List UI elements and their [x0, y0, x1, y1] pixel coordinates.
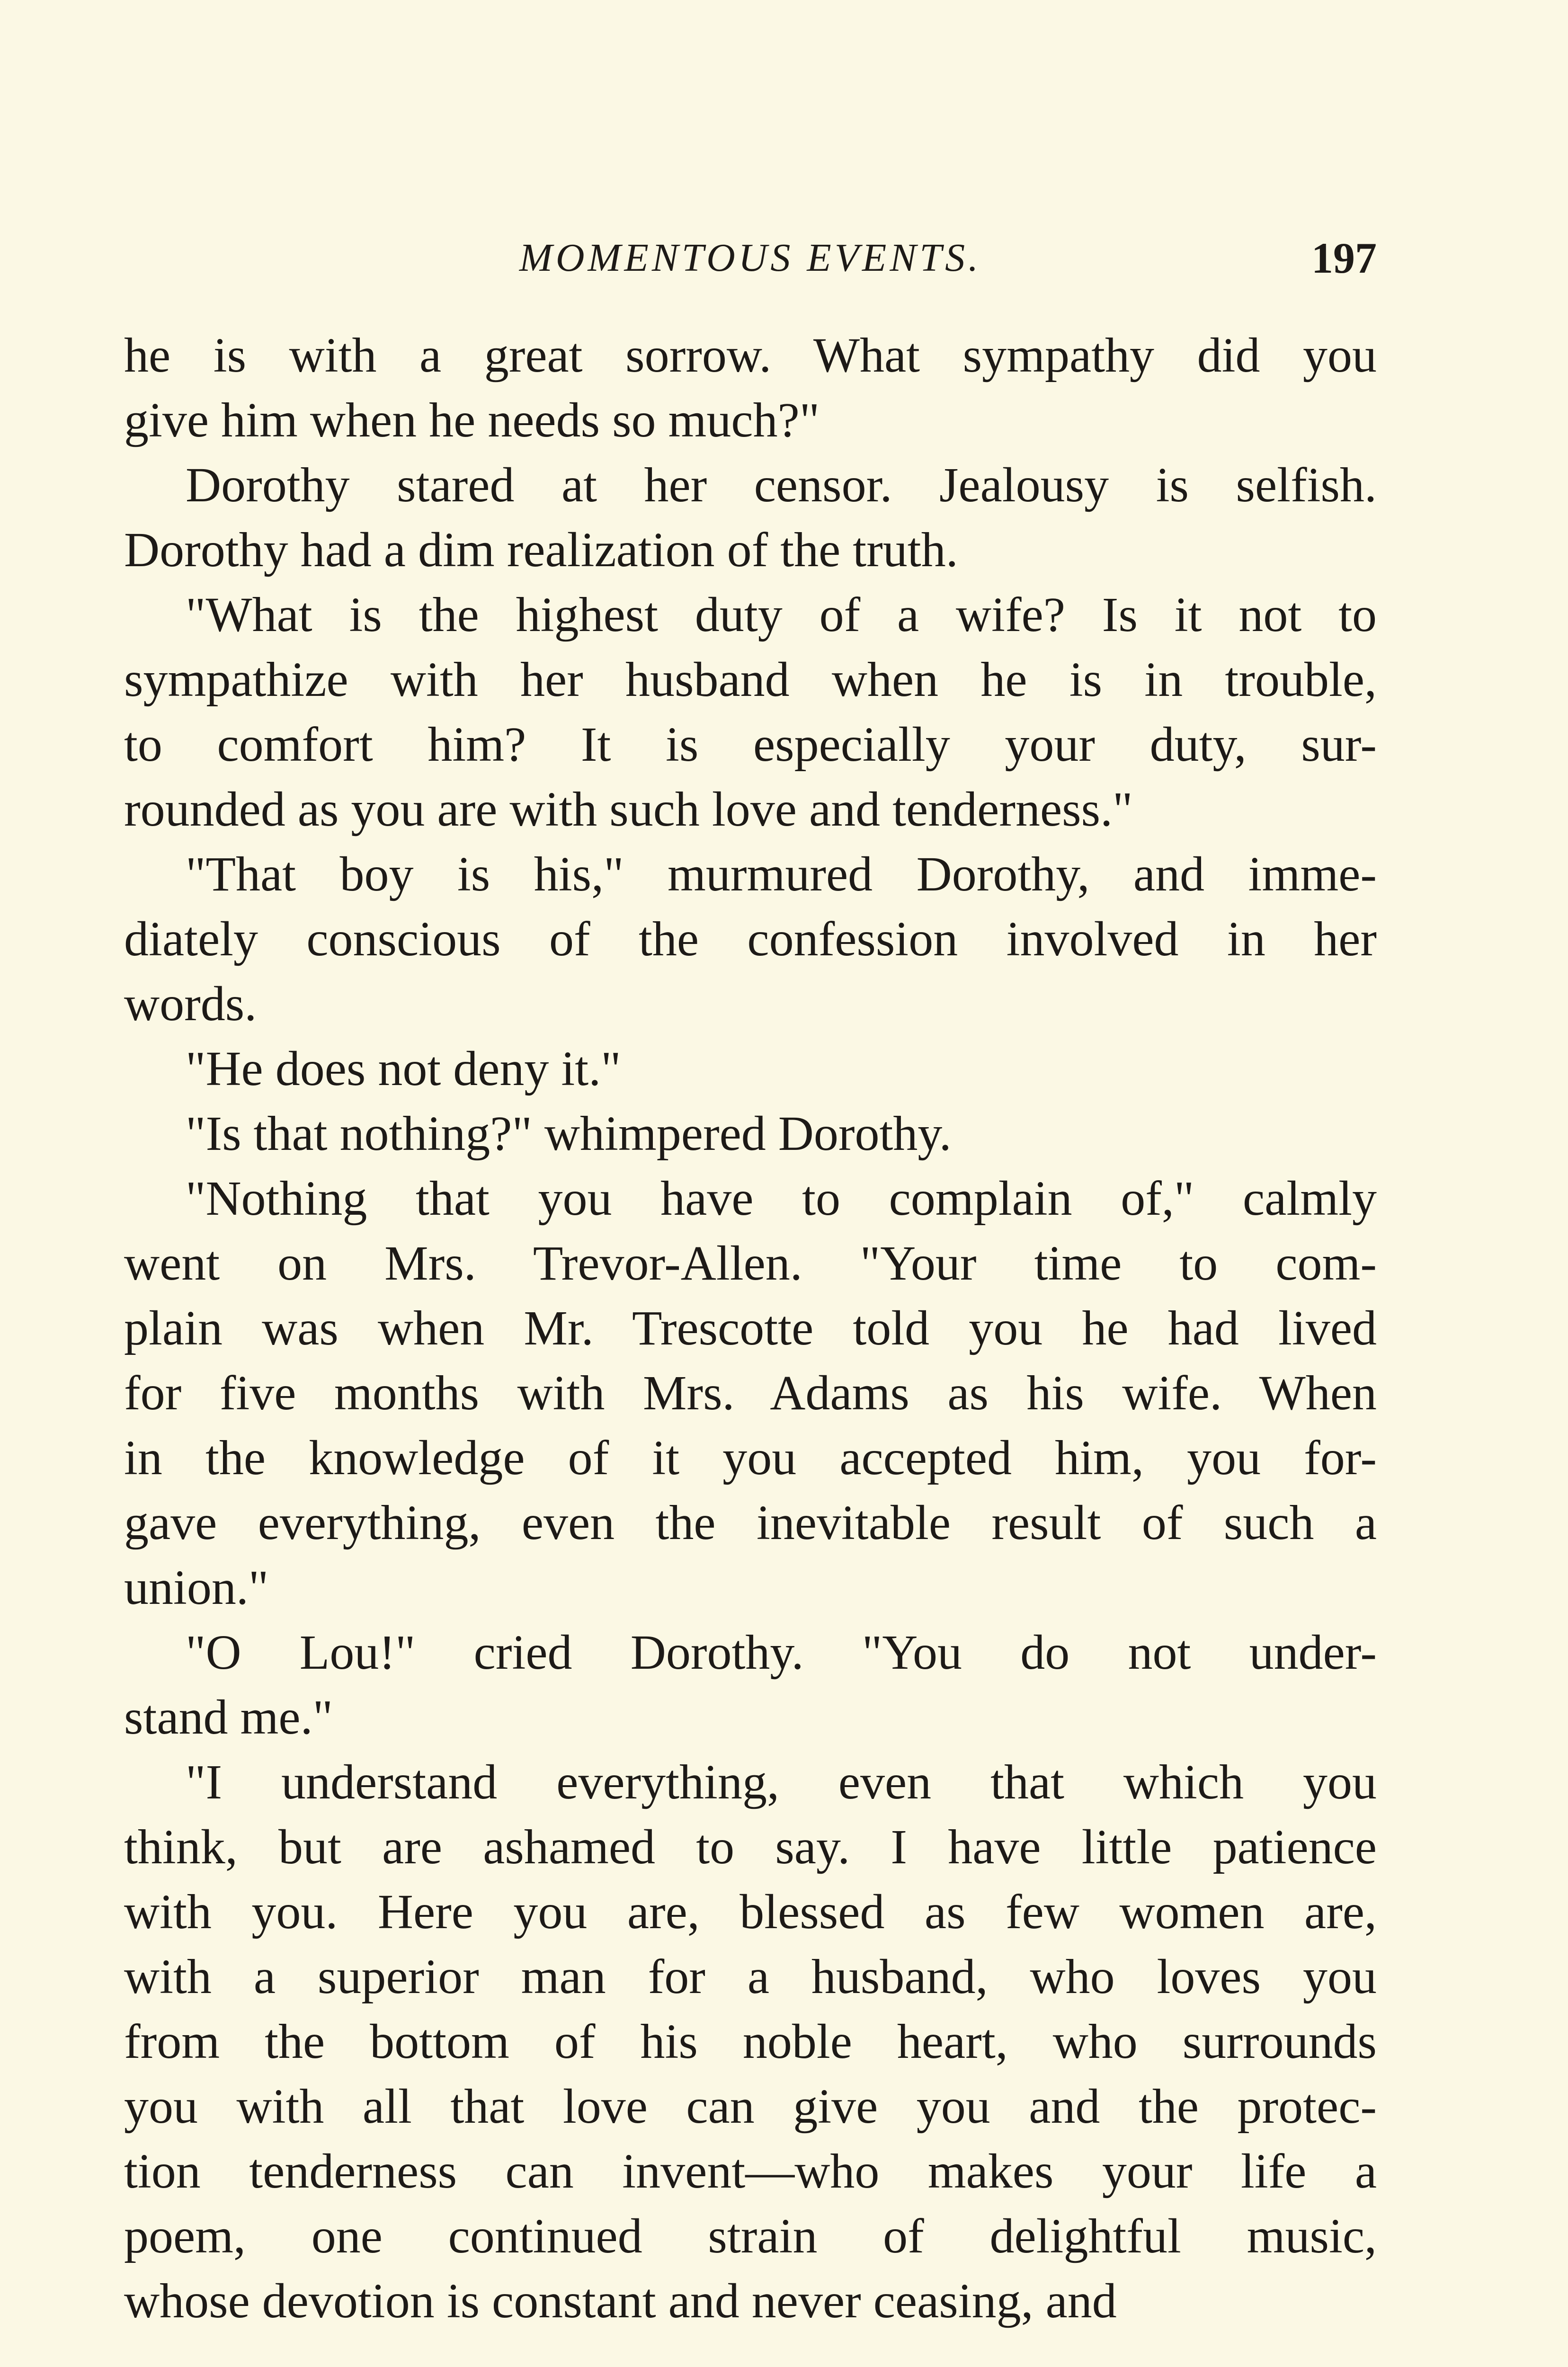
- text-line: he is with a great sorrow. What sympathy did you: [124, 328, 1377, 383]
- text-line: "I understand everything, even that which you: [186, 1755, 1377, 1809]
- text-line: you with all that love can give you and the protec-: [124, 2079, 1377, 2134]
- text-line: gave everything, even the inevitable result of such a: [124, 1495, 1377, 1550]
- text-line: with you. Here you are, blessed as few women are,: [124, 1885, 1377, 1939]
- running-head: [124, 232, 1377, 284]
- paragraph: [124, 453, 1377, 582]
- text-line: rounded as you are with such love and tenderness.": [124, 782, 1133, 836]
- paragraph: [124, 1036, 1377, 1101]
- text-line: diately conscious of the confession involved in her: [124, 912, 1377, 966]
- running-title: MOMENTOUS EVENTS.: [519, 236, 982, 280]
- text-line: to comfort him? It is especially your duty, sur-: [124, 717, 1377, 772]
- text-line: stand me.": [124, 1690, 333, 1744]
- text-line: "What is the highest duty of a wife? Is it not to: [186, 587, 1377, 642]
- text-line: "Is that nothing?" whimpered Dorothy.: [186, 1106, 952, 1161]
- page-number: 197: [1311, 234, 1377, 282]
- text-line: think, but are ashamed to say. I have little patience: [124, 1820, 1377, 1874]
- text-line: went on Mrs. Trevor-Allen. "Your time to com-: [124, 1236, 1377, 1290]
- body-text: [124, 323, 1377, 2333]
- text-line: "That boy is his," murmured Dorothy, and imme-: [186, 847, 1377, 901]
- text-line: poem, one continued strain of delightful music,: [124, 2209, 1377, 2263]
- paragraph: [124, 1166, 1377, 1620]
- text-line: "Nothing that you have to complain of," calmly: [186, 1171, 1377, 1226]
- paragraph: [124, 1750, 1377, 2333]
- paragraph: [124, 323, 1377, 453]
- text-line: sympathize with her husband when he is in trouble,: [124, 652, 1377, 707]
- text-line: from the bottom of his noble heart, who surrounds: [124, 2014, 1377, 2069]
- text-line: give him when he needs so much?": [124, 393, 820, 447]
- text-line: Dorothy had a dim realization of the truth.: [124, 523, 958, 577]
- text-line: words.: [124, 977, 257, 1031]
- paragraph: [124, 582, 1377, 842]
- paragraph: [124, 842, 1377, 1036]
- text-line: union.": [124, 1560, 269, 1615]
- text-line: tion tenderness can invent—who makes your life a: [124, 2144, 1377, 2198]
- paragraph: [124, 1101, 1377, 1166]
- text-line: "O Lou!" cried Dorothy. "You do not under-: [186, 1625, 1377, 1680]
- text-line: whose devotion is constant and never ceasing, and: [124, 2274, 1117, 2328]
- text-line: in the knowledge of it you accepted him, you for-: [124, 1431, 1377, 1485]
- text-line: with a superior man for a husband, who loves you: [124, 1949, 1377, 2004]
- text-line: "He does not deny it.": [186, 1041, 621, 1096]
- text-line: plain was when Mr. Trescotte told you he had lived: [124, 1301, 1377, 1355]
- text-line: for five months with Mrs. Adams as his wife. When: [124, 1366, 1377, 1420]
- paragraph: [124, 1620, 1377, 1750]
- text-line: Dorothy stared at her censor. Jealousy is selfish.: [186, 458, 1377, 512]
